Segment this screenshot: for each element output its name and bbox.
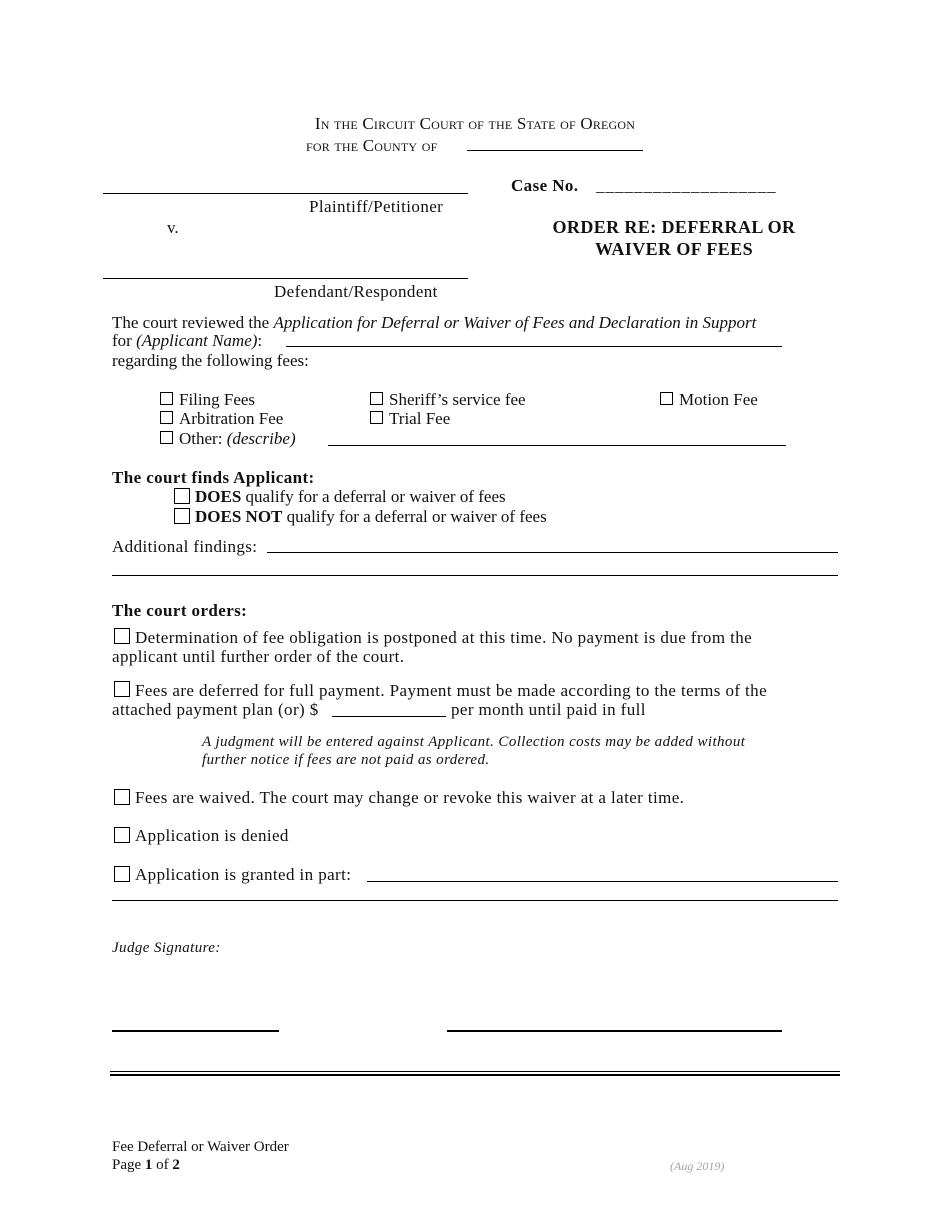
deferred-text-line2b: per month until paid in full [451,700,646,719]
judge-signature-line[interactable] [447,1030,782,1032]
footer-page-number [112,1156,180,1174]
monthly-payment-field[interactable] [332,716,446,717]
deferred-checkbox[interactable] [114,681,130,697]
county-field[interactable] [467,150,643,151]
deferred-text-line2a: attached payment plan (or) $ [112,700,319,719]
additional-findings-field-line1[interactable] [267,552,838,553]
plaintiff-label: Plaintiff/Petitioner [309,197,444,216]
regarding-text: regarding the following fees: [112,351,309,370]
arbitration-fee-checkbox[interactable] [160,411,173,424]
plaintiff-field[interactable] [103,193,468,194]
granted-in-part-checkbox[interactable] [114,866,130,882]
applicant-name-label: (Applicant Name) [136,331,258,350]
does-not-qualify-label [195,507,547,527]
intro-line1 [112,313,756,333]
granted-in-part-field-line1[interactable] [367,881,838,882]
application-denied-checkbox[interactable] [114,827,130,843]
does-not-rest: qualify for a deferral or waiver of fees [286,507,547,526]
revision-date: (Aug 2019) [670,1159,725,1173]
signature-date-line[interactable] [112,1030,279,1032]
page-current: 1 [144,1157,153,1173]
page-word: Page [112,1157,142,1173]
additional-findings-label: Additional findings: [112,537,258,556]
case-number-label: Case No. [511,176,579,195]
trial-fee-checkbox[interactable] [370,411,383,424]
granted-in-part-field-line2[interactable] [112,900,838,901]
application-document-name: Application for Deferral or Waiver of Fees and Declaration in Support [273,313,757,332]
judgment-note-line1: A judgment will be entered against Applicant. Collection costs may be added without [202,734,746,750]
other-word: Other: [179,429,223,448]
does-bold: DOES [195,487,242,506]
court-heading: In the Circuit Court of the State of Oregon [314,114,636,133]
judge-signature-label: Judge Signature: [112,940,221,956]
page-total: 2 [172,1157,180,1173]
intro-lead: The court reviewed the [112,313,270,332]
footer-form-name: Fee Deferral or Waiver Order [112,1139,289,1155]
motion-fee-label: Motion Fee [679,390,758,409]
other-fee-description-field[interactable] [328,445,786,446]
does-rest: qualify for a deferral or waiver of fees [245,487,506,506]
trial-fee-label: Trial Fee [389,409,451,428]
document-title-line1: ORDER RE: DEFERRAL OR [552,217,796,237]
fees-waived-text: Fees are waived. The court may change or revoke this waiver at a later time. [135,788,685,807]
sheriff-fee-label: Sheriff’s service fee [389,390,526,409]
deferred-text-line1: Fees are deferred for full payment. Payment must be made according to the terms of the [135,681,768,700]
judgment-note-line2: further notice if fees are not paid as ordered. [202,752,490,768]
postponed-checkbox[interactable] [114,628,130,644]
other-fee-label [179,429,296,449]
application-denied-text: Application is denied [135,826,289,845]
footer-rule-top [110,1071,840,1072]
granted-in-part-text: Application is granted in part: [135,865,352,884]
sheriff-fee-checkbox[interactable] [370,392,383,405]
other-describe: (describe) [226,429,296,448]
applicant-colon: : [257,331,263,350]
does-qualify-checkbox[interactable] [174,488,190,504]
does-not-bold: DOES NOT [195,507,283,526]
of-word: of [156,1157,169,1173]
versus-label: v. [167,218,179,237]
intro-line2 [112,331,262,351]
filing-fees-label: Filing Fees [179,390,256,409]
defendant-label: Defendant/Respondent [274,282,438,301]
motion-fee-checkbox[interactable] [660,392,673,405]
postponed-text-line2: applicant until further order of the court. [112,647,405,666]
for-word: for [112,331,132,350]
orders-heading: The court orders: [112,601,248,620]
fees-waived-checkbox[interactable] [114,789,130,805]
findings-heading: The court finds Applicant: [112,468,315,487]
footer-rule-bottom [110,1074,840,1076]
does-not-qualify-checkbox[interactable] [174,508,190,524]
case-number-field[interactable]: ___________________ [596,176,777,195]
filing-fees-checkbox[interactable] [160,392,173,405]
county-label: for the County of [306,136,438,155]
additional-findings-field-line2[interactable] [112,575,838,576]
defendant-field[interactable] [103,278,468,279]
does-qualify-label [195,487,506,507]
postponed-text-line1: Determination of fee obligation is postponed at this time. No payment is due from the [135,628,753,647]
document-title-line2: WAIVER OF FEES [595,239,753,259]
applicant-name-field[interactable] [286,346,782,347]
other-fee-checkbox[interactable] [160,431,173,444]
arbitration-fee-label: Arbitration Fee [179,409,284,428]
